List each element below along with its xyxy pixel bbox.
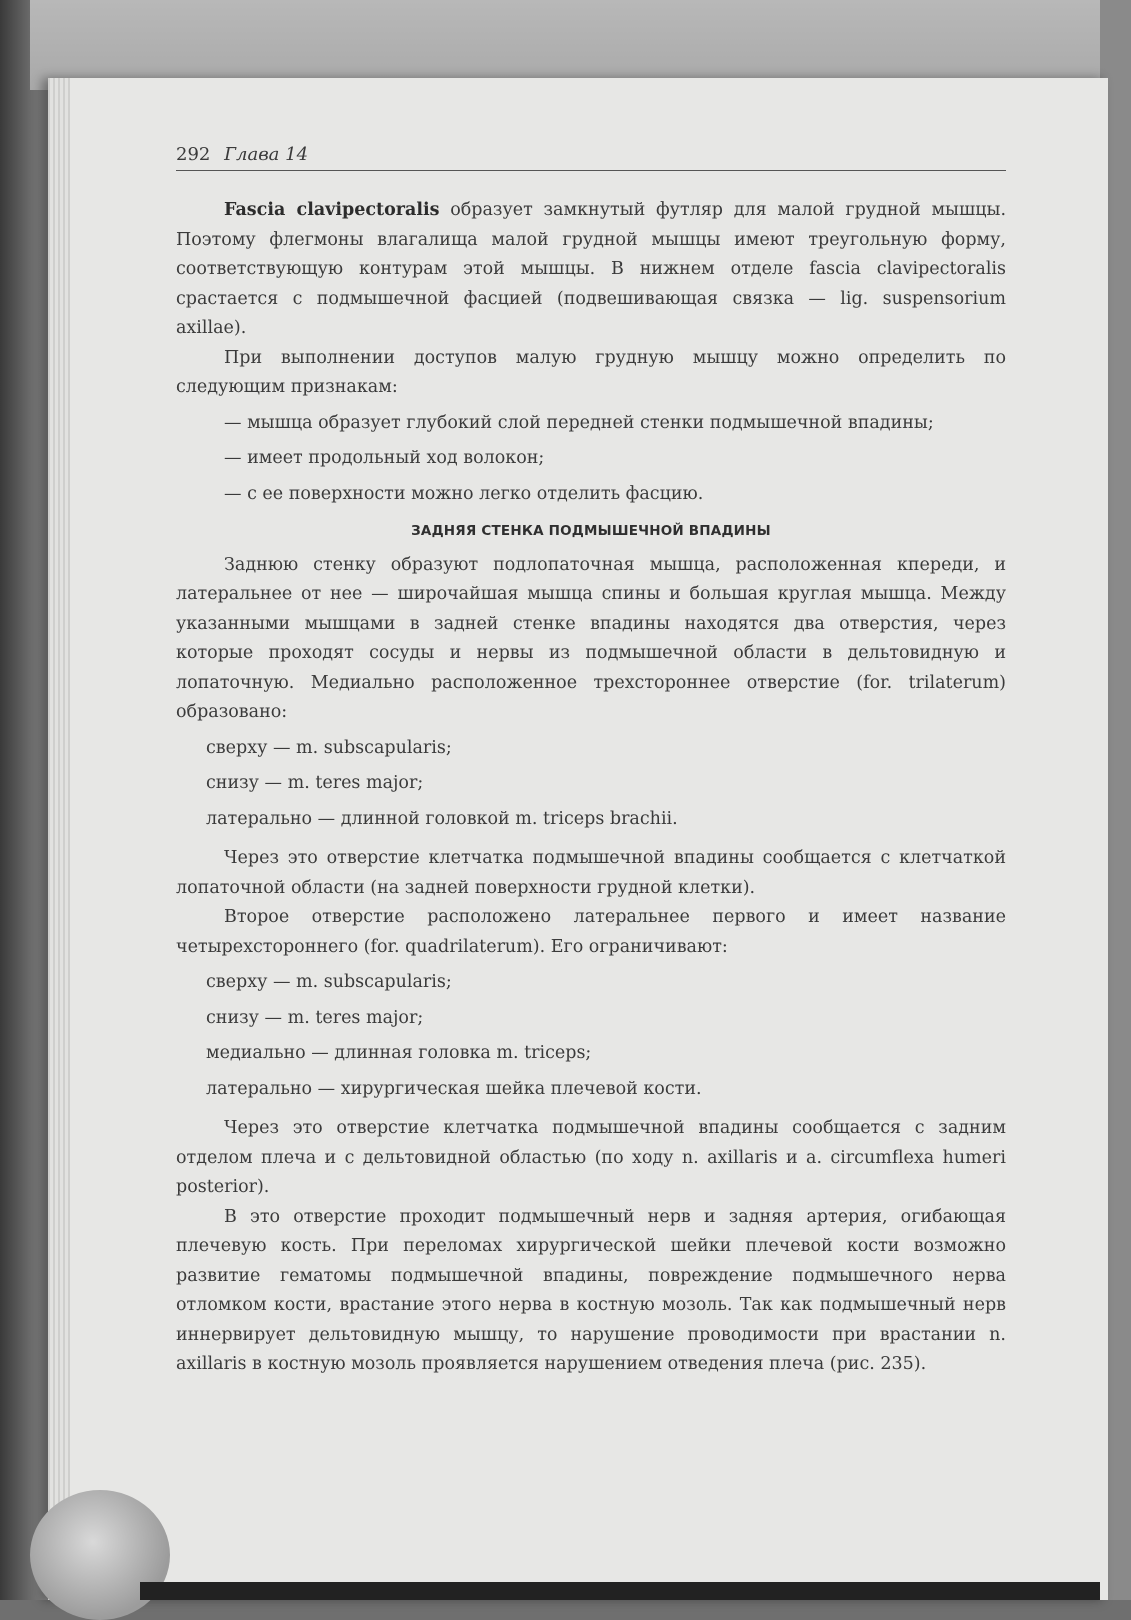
paragraph-quadrilaterum-link: Через это отверстие клетчатка подмышечной впадины сообщается с задним отделом плеча и с дельтовидной областью (по ходу n. axillaris и a. circumflexa humeri posterior). <box>176 1118 1006 1197</box>
list-item: латерально — хирургическая шейка плечевой кости. <box>206 1078 702 1099</box>
list-item: медиально — длинная головка m. triceps; <box>206 1043 592 1063</box>
page-number: 292 <box>176 144 211 165</box>
list-item: сверху — m. subscapularis; <box>206 737 452 758</box>
paragraph-fascia <box>176 196 1006 344</box>
chapter-label: Глава 14 <box>224 144 309 165</box>
paragraph-fascia-text: образует замкнутый футляр для малой грудной мышцы. Поэтому флегмоны влагалища малой грудной мышцы имеют треугольную форму, соответствующую контурам этой мышцы. В нижнем отделе fascia clavipectoralis срастается с подмышечной фасцией (подвешивающая связка — lig. suspensorium axillae). <box>176 200 1007 338</box>
page-stack-edge <box>48 78 70 1600</box>
section-heading: ЗАДНЯЯ СТЕНКА ПОДМЫШЕЧНОЙ ВПАДИНЫ <box>411 523 771 539</box>
paragraph-access: При выполнении доступов малую грудную мышцу можно определить по следующим признакам: <box>176 347 1006 397</box>
list-item: — имеет продольный ход волокон; <box>224 448 545 468</box>
paragraph-axillary-nerve: В это отверстие проходит подмышечный нерв и задняя артерия, огибающая плечевую кость. При переломах хирургической шейки плечевой кости возможно развитие гематомы подмышечной впадины, повреждение подмышечного нерва отломком кости, врастание этого нерва в костную мозоль. Так как подмышечный нерв иннервирует дельтовидную мышцу, то нарушение проводимости при врастании n. axillaris в костную мозоль проявляется нарушением отведения плеча (рис. 235). <box>176 1206 1006 1374</box>
list-item: снизу — m. teres major; <box>206 773 424 793</box>
list-item: — с ее поверхности можно легко отделить фасцию. <box>224 483 704 504</box>
running-header <box>176 140 1006 171</box>
list-item: — мышца образует глубокий слой передней стенки подмышечной впадины; <box>224 412 934 433</box>
paragraph-posterior-wall: Заднюю стенку образуют подлопаточная мышца, расположенная кпереди, и латеральнее от нее — широчайшая мышца спины и большая круглая мышца. Между указанными мышцами в задней стенке впадины находятся два отверстия, через которые проходят сосуды и нервы из подмышечной области в дельтовидную и лопаточную. Медиально расположенное трехстороннее отверстие (for. trilaterum) образовано: <box>176 554 1006 722</box>
page-body <box>176 196 1006 1380</box>
thumb-shadow <box>30 1490 170 1620</box>
term-fascia: Fascia clavipectoralis <box>224 200 440 220</box>
list-item: латерально — длинной головкой m. triceps brachii. <box>206 808 678 829</box>
scan-bottom-edge <box>140 1582 1100 1600</box>
paragraph-quadrilaterum: Второе отверстие расположено латеральнее первого и имеет название четырехстороннего (for. quadrilaterum). Его ограничивают: <box>176 907 1006 957</box>
upper-sheet-edge <box>30 0 1100 90</box>
list-item: сверху — m. subscapularis; <box>206 972 452 992</box>
list-item: снизу — m. teres major; <box>206 1007 424 1028</box>
paragraph-trilaterum-link: Через это отверстие клетчатка подмышечной впадины сообщается с клетчаткой лопаточной области (на задней поверхности грудной клетки). <box>176 848 1006 898</box>
